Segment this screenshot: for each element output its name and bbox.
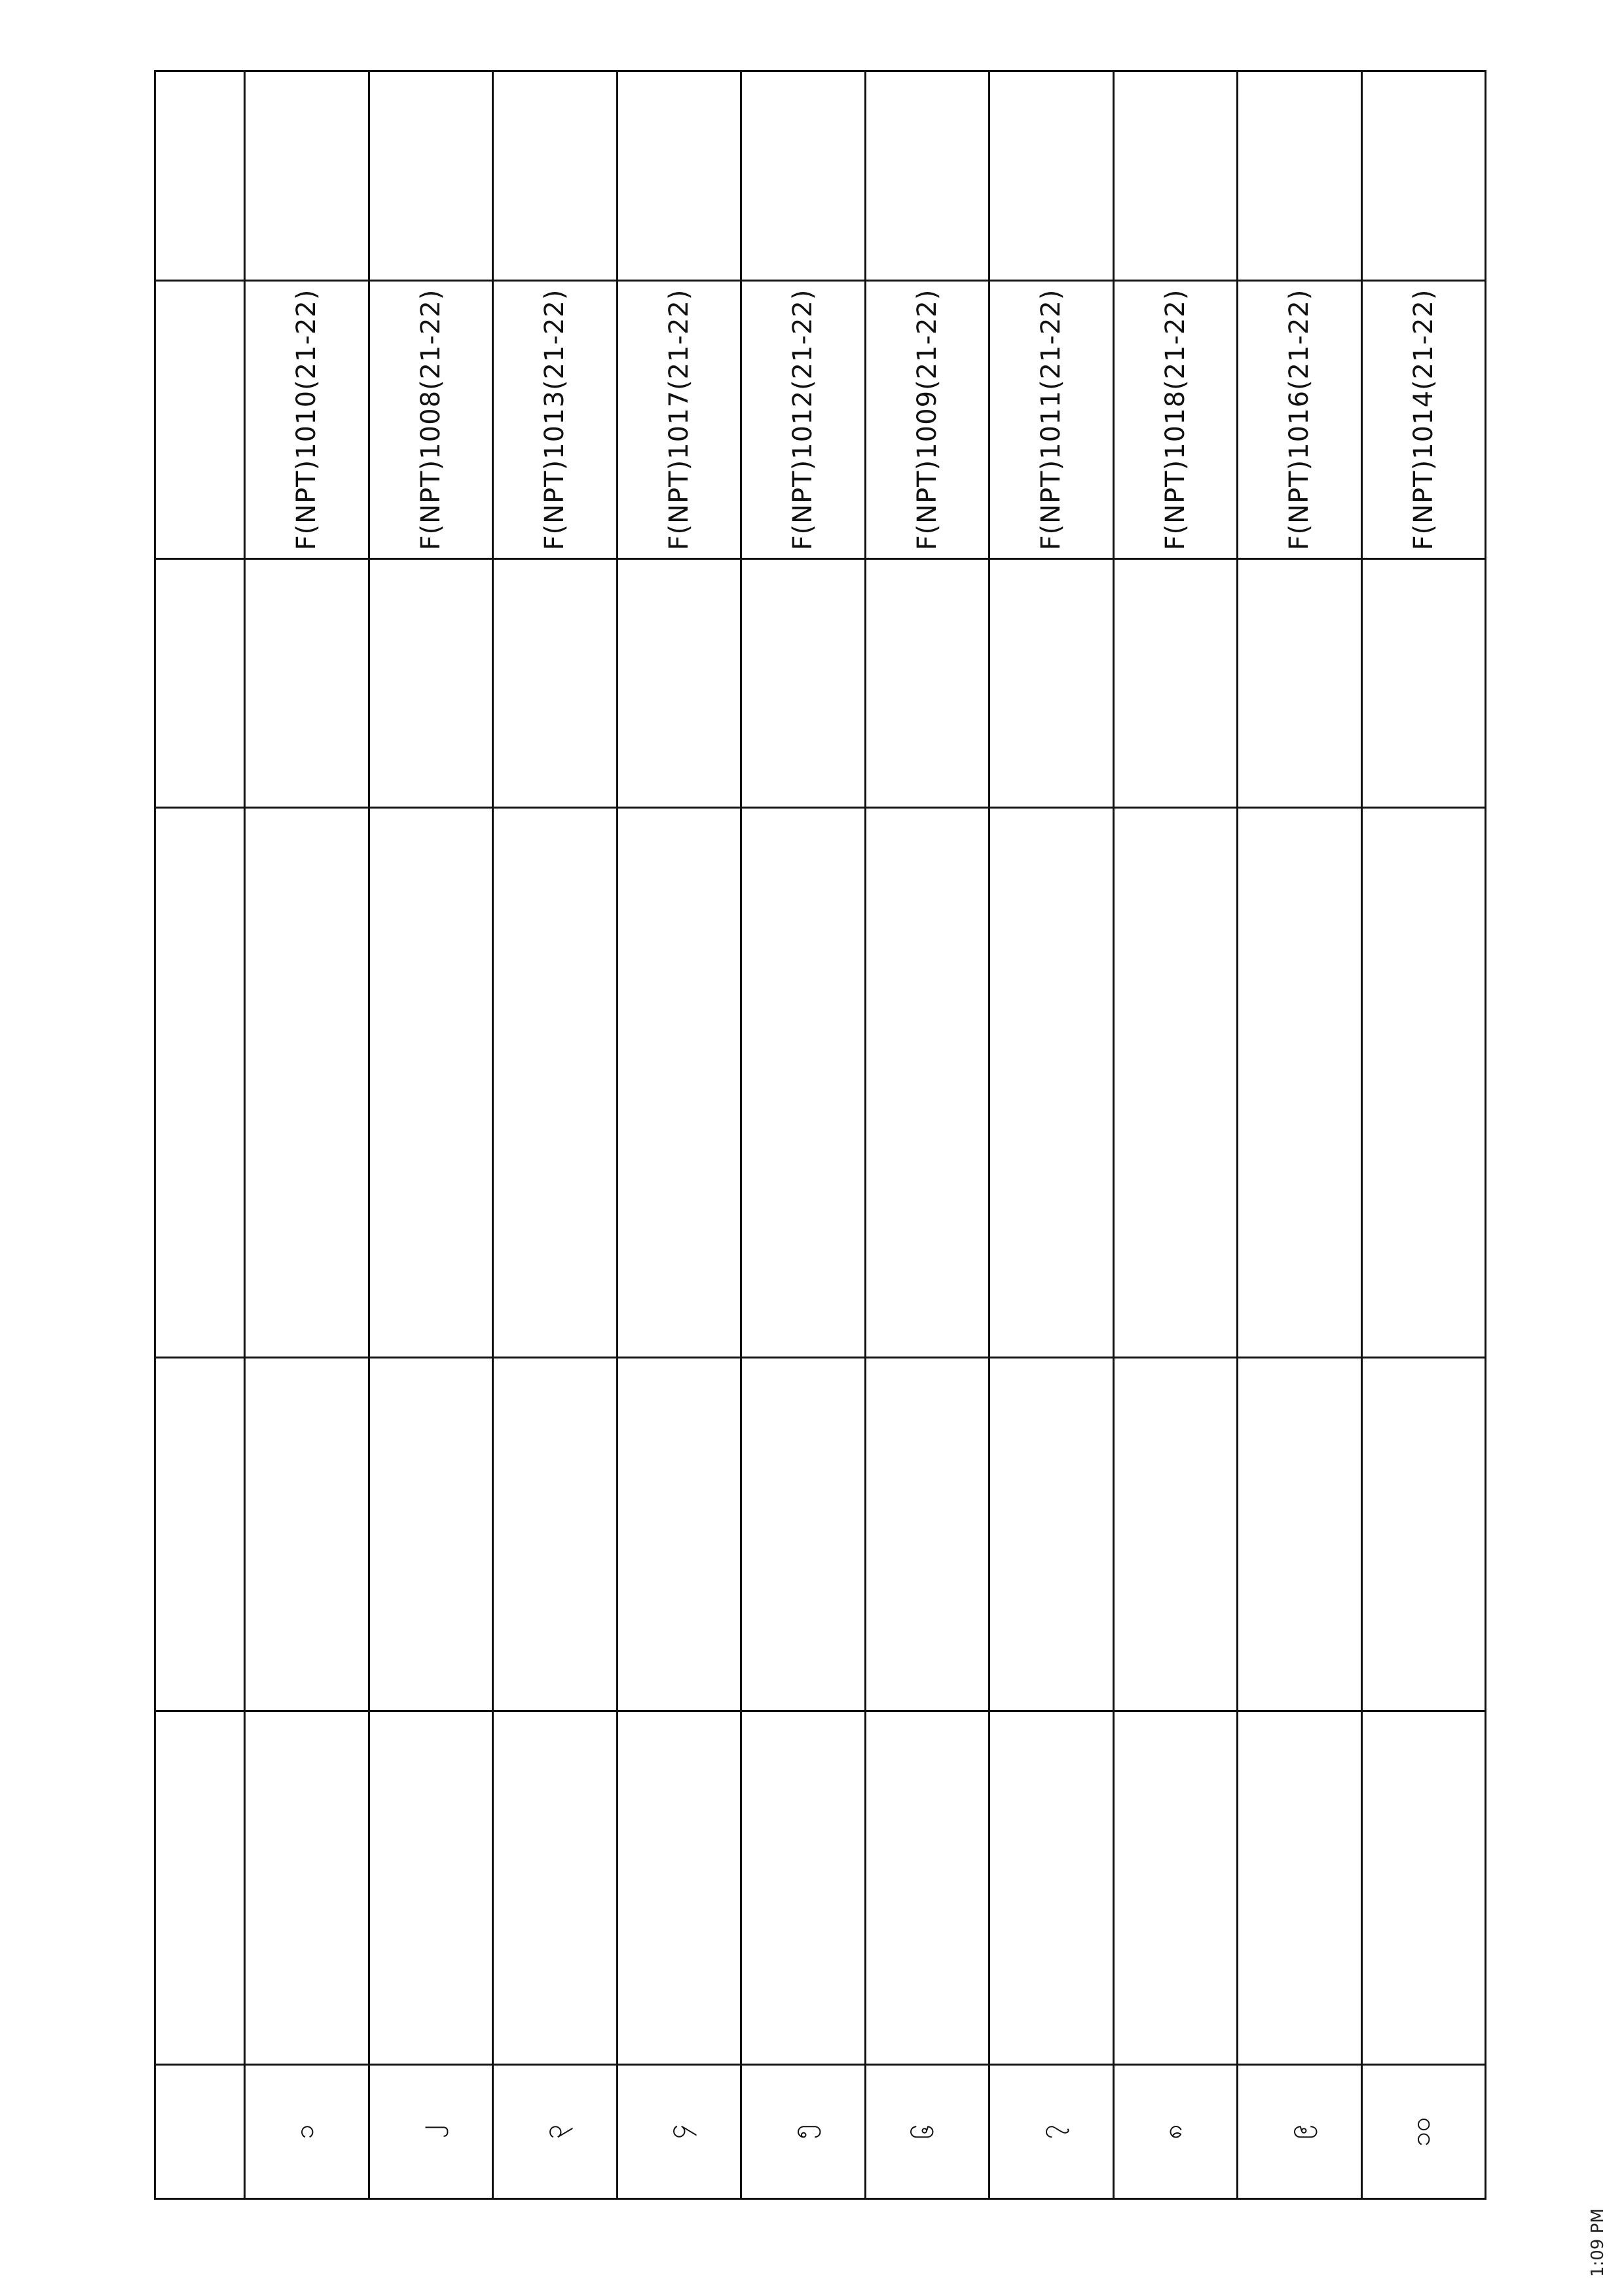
rotated-document	[154, 23, 1536, 2200]
table-row	[989, 71, 1114, 2199]
cell-type	[741, 559, 866, 808]
cell-place	[865, 71, 989, 281]
cell-place	[989, 71, 1114, 281]
cell-record: F(NPT)1010(21-22)	[245, 281, 369, 559]
cell-no: ၂	[369, 2065, 493, 2199]
cell-rank	[865, 1358, 989, 1711]
cell-no: ၉	[1238, 2065, 1362, 2199]
cell-place	[1361, 71, 1486, 281]
cell-rank	[1361, 1358, 1486, 1711]
cell-name	[989, 1711, 1114, 2065]
cell-record: F(NPT)1017(21-22)	[617, 281, 741, 559]
table-row	[493, 71, 618, 2199]
col-header-rank	[155, 1358, 245, 1711]
cell-name	[1361, 1711, 1486, 2065]
cell-name	[369, 1711, 493, 2065]
cell-rank	[1113, 1358, 1238, 1711]
cell-type	[369, 559, 493, 808]
col-header-name	[155, 1711, 245, 2065]
col-header-place	[155, 71, 245, 281]
cell-record: F(NPT)1014(21-22)	[1361, 281, 1486, 559]
table-row	[865, 71, 989, 2199]
cell-name	[245, 1711, 369, 2065]
cell-record: F(NPT)1018(21-22)	[1113, 281, 1238, 559]
cell-place	[245, 71, 369, 281]
table-row	[1113, 71, 1238, 2199]
cell-unit	[1238, 808, 1362, 1358]
table-row	[617, 71, 741, 2199]
cell-rank	[245, 1358, 369, 1711]
col-header-type	[155, 559, 245, 808]
cell-no: ၄	[617, 2065, 741, 2199]
cell-type	[989, 559, 1114, 808]
cell-type	[493, 559, 618, 808]
cell-no: ၈	[1113, 2065, 1238, 2199]
cell-type	[245, 559, 369, 808]
cell-name	[617, 1711, 741, 2065]
cell-no: ၃	[493, 2065, 618, 2199]
table-row	[741, 71, 866, 2199]
table-row	[1361, 71, 1486, 2199]
cell-record: F(NPT)1008(21-22)	[369, 281, 493, 559]
cell-no: ၅	[741, 2065, 866, 2199]
cell-rank	[617, 1358, 741, 1711]
cell-place	[493, 71, 618, 281]
cell-type	[617, 559, 741, 808]
cell-unit	[1113, 808, 1238, 1358]
cell-name	[741, 1711, 866, 2065]
cell-name	[865, 1711, 989, 2065]
cell-rank	[493, 1358, 618, 1711]
cell-rank	[741, 1358, 866, 1711]
cell-unit	[989, 808, 1114, 1358]
col-header-record	[155, 281, 245, 559]
cell-unit	[865, 808, 989, 1358]
print-timestamp: 1:09 PM	[1588, 2208, 1608, 2277]
table-row	[369, 71, 493, 2199]
cell-name	[1113, 1711, 1238, 2065]
cell-place	[369, 71, 493, 281]
cell-place	[617, 71, 741, 281]
cell-unit	[369, 808, 493, 1358]
cell-rank	[369, 1358, 493, 1711]
document-title	[1493, 23, 1532, 2200]
records-table	[154, 70, 1486, 2200]
cell-place	[1113, 71, 1238, 281]
table-row	[1238, 71, 1362, 2199]
cell-name	[493, 1711, 618, 2065]
cell-record: F(NPT)1013(21-22)	[493, 281, 618, 559]
cell-rank	[989, 1358, 1114, 1711]
table-row	[245, 71, 369, 2199]
header-row	[155, 71, 245, 2199]
cell-unit	[617, 808, 741, 1358]
cell-unit	[493, 808, 618, 1358]
cell-unit	[1361, 808, 1486, 1358]
cell-no: ၇	[989, 2065, 1114, 2199]
cell-record: F(NPT)1012(21-22)	[741, 281, 866, 559]
cell-rank	[1238, 1358, 1362, 1711]
cell-unit	[741, 808, 866, 1358]
cell-type	[1238, 559, 1362, 808]
cell-type	[865, 559, 989, 808]
cell-name	[1238, 1711, 1362, 2065]
col-header-unit	[155, 808, 245, 1358]
cell-unit	[245, 808, 369, 1358]
cell-no: ၁၀	[1361, 2065, 1486, 2199]
cell-place	[1238, 71, 1362, 281]
col-header-no	[155, 2065, 245, 2199]
cell-no: ၆	[865, 2065, 989, 2199]
cell-record: F(NPT)1009(21-22)	[865, 281, 989, 559]
cell-record: F(NPT)1016(21-22)	[1238, 281, 1362, 559]
cell-type	[1361, 559, 1486, 808]
cell-record: F(NPT)1011(21-22)	[989, 281, 1114, 559]
cell-no: ၁	[245, 2065, 369, 2199]
cell-place	[741, 71, 866, 281]
cell-type	[1113, 559, 1238, 808]
